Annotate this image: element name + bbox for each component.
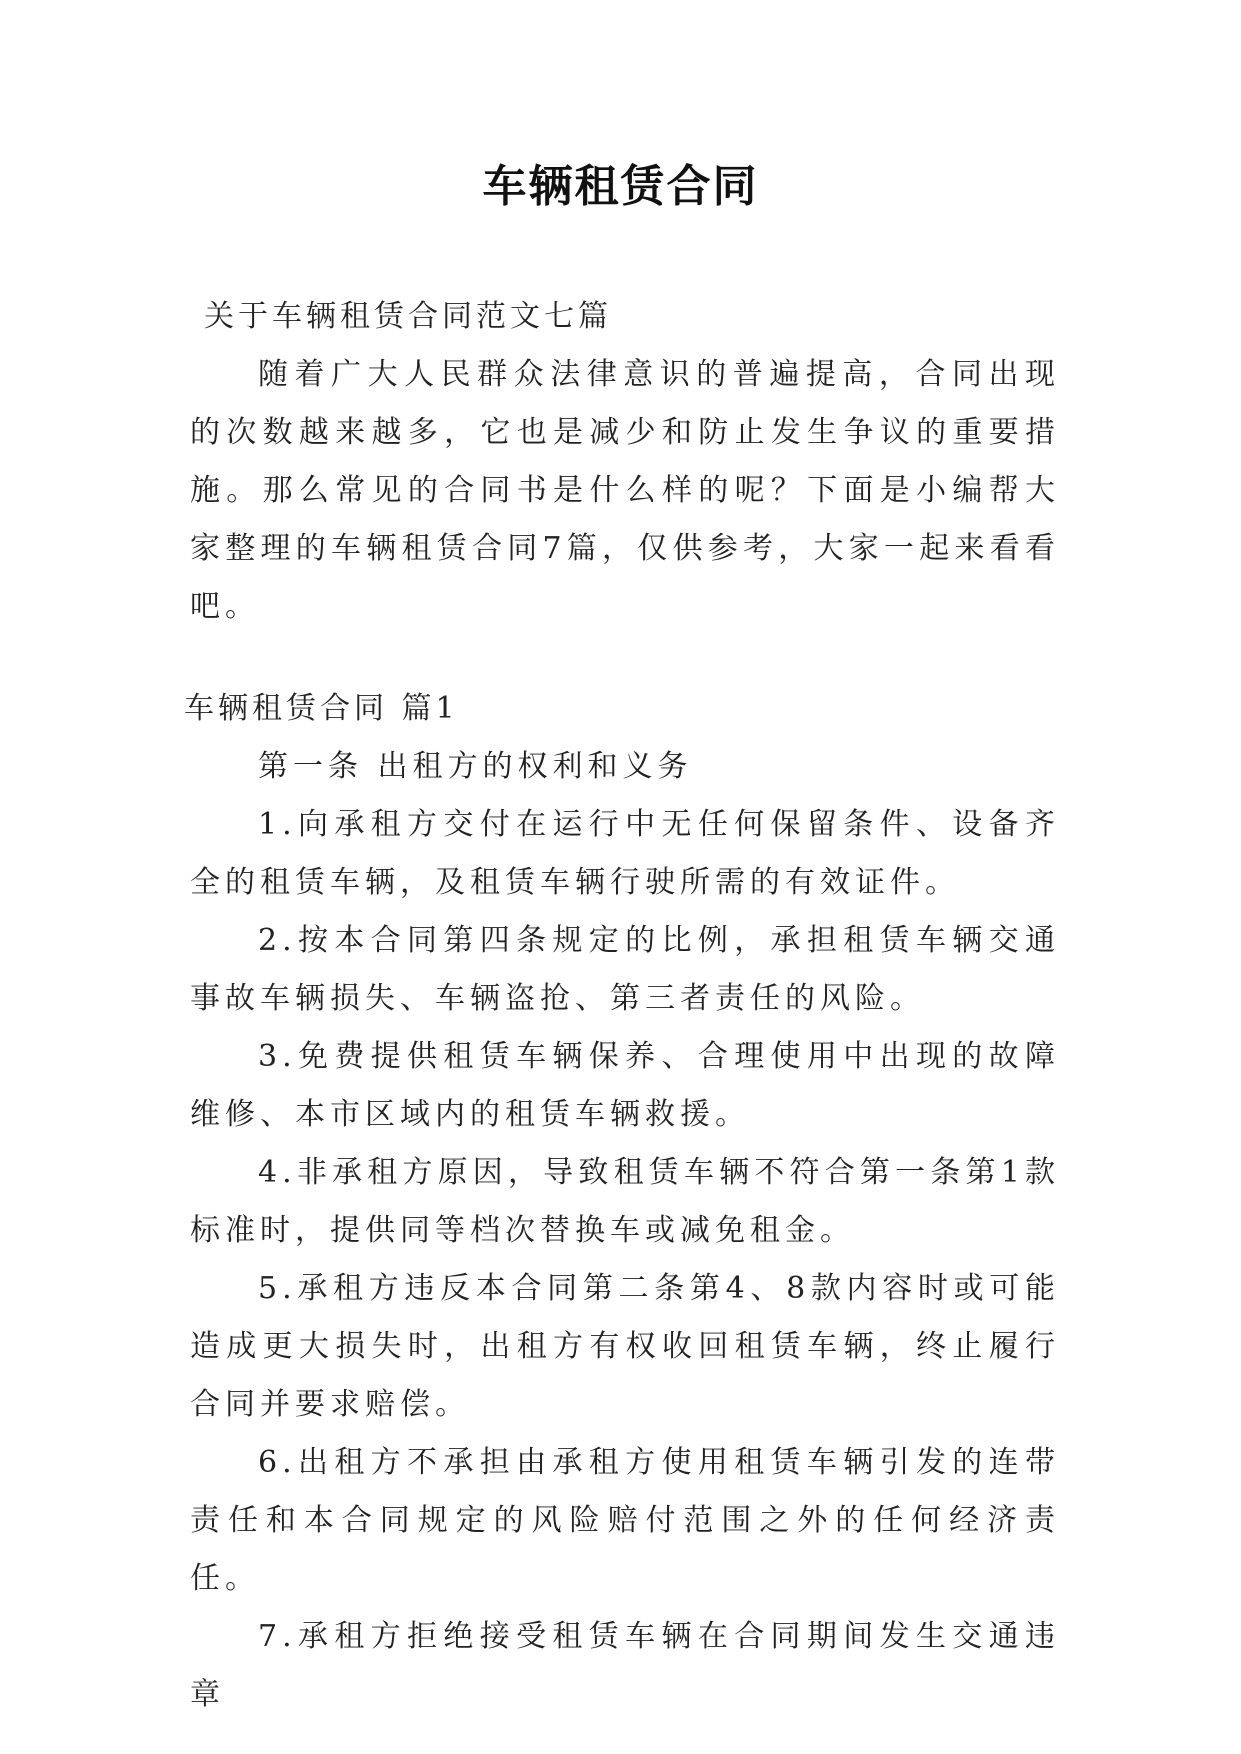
section-heading: 车辆租赁合同 篇1 (184, 691, 459, 726)
document-body (184, 288, 1060, 1724)
article-heading: 第一条 出租方的权利和义务 (258, 749, 693, 784)
clause-paragraph: 6.出租方不承担由承租方使用租赁车辆引发的连带责任和本合同规定的风险赔付范围之外的任何经济责任。 (190, 1445, 1060, 1596)
paragraph-spacer (190, 636, 1060, 680)
document-title: 车辆租赁合同 (482, 161, 759, 212)
document-subtitle: 关于车辆租赁合同范文七篇 (204, 299, 612, 334)
clause-paragraph: 3.免费提供租赁车辆保养、合理使用中出现的故障维修、本市区域内的租赁车辆救援。 (190, 1039, 1060, 1132)
clause-paragraph: 1.向承租方交付在运行中无任何保留条件、设备齐全的租赁车辆，及租赁车辆行驶所需的有效证件。 (190, 807, 1060, 900)
clause-paragraph: 5.承租方违反本合同第二条第4、8款内容时或可能造成更大损失时，出租方有权收回租赁车辆，终止履行合同并要求赔偿。 (190, 1271, 1060, 1422)
intro-paragraph: 随着广大人民群众法律意识的普遍提高，合同出现的次数越来越多，它也是减少和防止发生争议的重要措施。那么常见的合同书是什么样的呢？下面是小编帮大家整理的车辆租赁合同7篇，仅供参考，大家一起来看看吧。 (190, 357, 1060, 624)
clause-paragraph: 2.按本合同第四条规定的比例，承担租赁车辆交通事故车辆损失、车辆盗抢、第三者责任的风险。 (190, 923, 1060, 1016)
clause-paragraph: 7.承租方拒绝接受租赁车辆在合同期间发生交通违章 (190, 1619, 1060, 1712)
clause-paragraph: 4.非承租方原因，导致租赁车辆不符合第一条第1款标准时，提供同等档次替换车或减免租金。 (190, 1155, 1060, 1248)
